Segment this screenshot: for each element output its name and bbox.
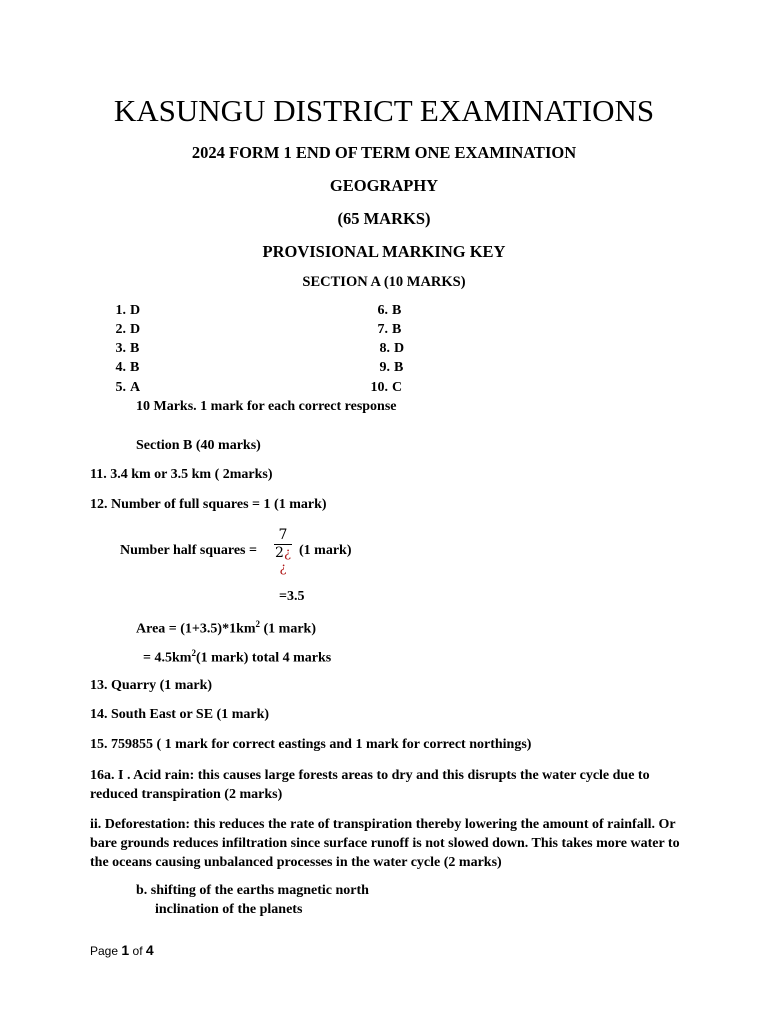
answer-13: 13. Quarry (1 mark): [90, 678, 213, 693]
half-squares-label: Number half squares =: [120, 543, 257, 558]
list-item: 8. D: [379, 341, 405, 356]
area-total: = $4.5km^2(1$ mark) total 4 marks: [143, 648, 332, 666]
half-squares-fraction: 7 2¿ ¿: [275, 527, 291, 576]
list-item: 3. B: [115, 341, 140, 356]
total-marks: (65 MARKS): [337, 209, 431, 228]
list-item: 4. B: [115, 360, 140, 375]
page-title: KASUNGU DISTRICT EXAMINATIONS: [113, 93, 655, 128]
list-item: 2. D: [115, 322, 141, 337]
list-item: 6. B: [377, 303, 402, 318]
section-b-heading: Section B (40 marks): [136, 438, 261, 453]
area-formula: Area = $(1+3.5)*1km^2$ (1 mark): [136, 619, 317, 637]
answer-15: 15. 759855 ( 1 mark for correct eastings and 1 mark for correct northings): [90, 737, 532, 752]
list-item: 7. B: [377, 322, 402, 337]
answer-16a-ii: ii. Deforestation: this reduces the rate of transpiration thereby lowering the amount of rainfall. Or bare grounds reduces infiltration since surface runoff is not slowed down. This takes more water to the oceans causing unbalanced processes in the water cycle (2 marks): [90, 817, 680, 870]
answer-16b-line2: inclination of the planets: [155, 902, 303, 917]
section-a-note: 10 Marks. 1 mark for each correct response: [136, 399, 397, 414]
answer-16a-i: 16a. I . Acid rain: this causes large forests areas to dry and this disrupts the water cycle due to reduced transpiration (2 marks): [90, 768, 650, 802]
answer-12: 12. Number of full squares = 1 (1 mark): [90, 497, 327, 512]
list-item: 5. A: [115, 380, 141, 395]
page-footer: Page 1 of 4: [90, 942, 154, 958]
subject: GEOGRAPHY: [329, 176, 439, 195]
list-item: 10. C: [370, 380, 403, 395]
list-item: 9. B: [379, 360, 404, 375]
marking-key-title: PROVISIONAL MARKING KEY: [262, 242, 506, 261]
list-item: 1. D: [115, 303, 141, 318]
half-squares-mark: (1 mark): [299, 543, 352, 558]
answer-11: 11. 3.4 km or 3.5 km ( 2marks): [90, 467, 273, 482]
exam-name: 2024 FORM 1 END OF TERM ONE EXAMINATION: [191, 143, 577, 162]
section-a-heading: SECTION A (10 MARKS): [302, 274, 466, 290]
answer-16b-line1: b. shifting of the earths magnetic north: [136, 883, 369, 898]
half-squares-result: =3.5: [279, 589, 305, 604]
answer-14: 14. South East or SE (1 mark): [90, 707, 270, 722]
